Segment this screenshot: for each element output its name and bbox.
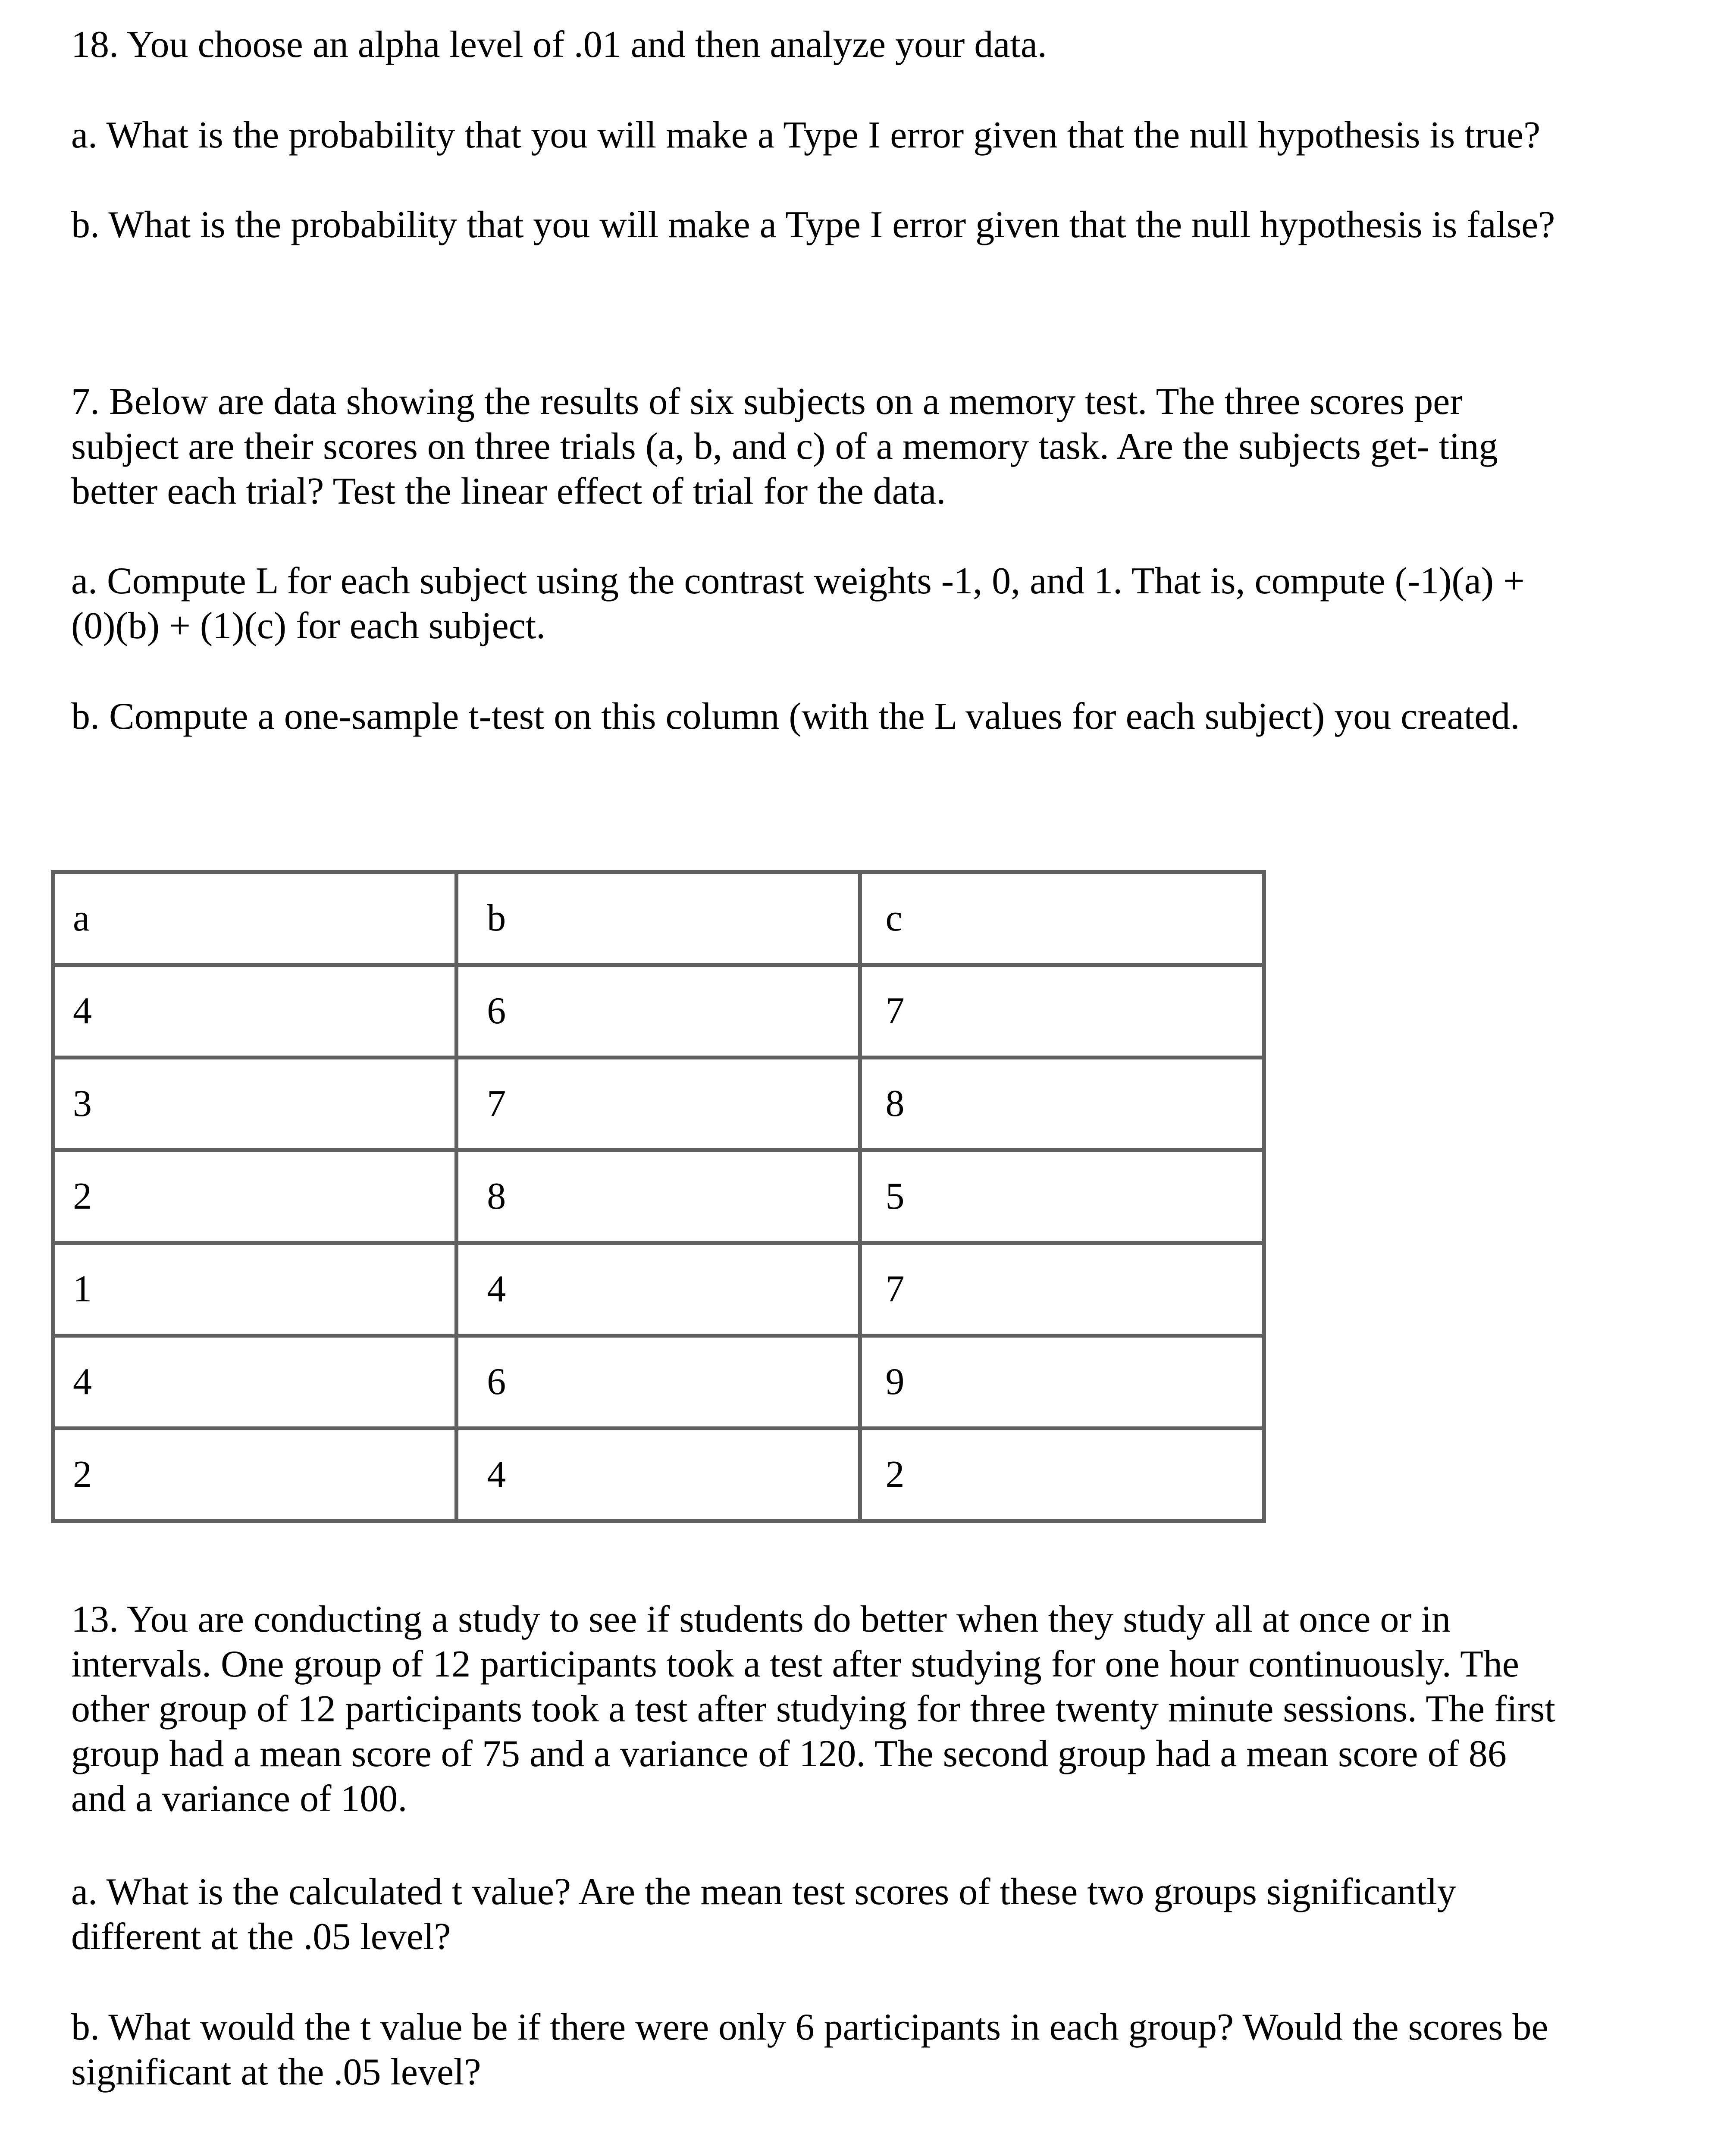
table-cell: 1 [53,1243,457,1336]
q7-stem-line: better each trial? Test the linear effect of trial for the data. [71,470,946,512]
q13-stem-line: and a variance of 100. [71,1778,407,1820]
q18-stem: 18. You choose an alpha level of .01 and then analyze your data. [71,24,1047,66]
q13-part-a [71,1870,1456,1959]
table-row [53,1058,1264,1150]
q7-part-a-line: a. Compute L for each subject using the contrast weights -1, 0, and 1. That is, compute (-1)(a) + [71,560,1525,602]
q13-part-a-line: different at the .05 level? [71,1916,451,1958]
table-cell: 8 [860,1058,1264,1150]
q7-stem-line: subject are their scores on three trials (a, b, and c) of a memory task. Are the subjects get- ting [71,426,1498,467]
table-header-row [53,872,1264,965]
table-cell: 3 [53,1058,457,1150]
table-header-cell: a [53,872,457,965]
table-cell: 5 [860,1150,1264,1243]
q7-stem-line: 7. Below are data showing the results of six subjects on a memory test. The three scores per [71,381,1463,423]
table-header-cell: c [860,872,1264,965]
q13-stem-line: intervals. One group of 12 participants took a test after studying for one hour continuously. The [71,1643,1519,1685]
table-cell: 4 [457,1243,860,1336]
table-cell: 2 [53,1150,457,1243]
q13-stem [71,1597,1555,1821]
table-cell: 7 [860,1243,1264,1336]
q18-part-b: b. What is the probability that you will make a Type I error given that the null hypothesis is false? [71,204,1555,246]
table-cell: 9 [860,1336,1264,1429]
table-cell: 6 [457,965,860,1058]
q13-part-b-line: b. What would the t value be if there were only 6 participants in each group? Would the scores be [71,2006,1548,2048]
q7-part-b: b. Compute a one-sample t-test on this column (with the L values for each subject) you created. [71,696,1520,737]
q13-part-b [71,2005,1548,2095]
table-cell: 2 [860,1429,1264,1521]
q13-part-b-line: significant at the .05 level? [71,2051,481,2093]
q13-stem-line: 13. You are conducting a study to see if students do better when they study all at once or in [71,1598,1451,1640]
table-row [53,1243,1264,1336]
q7-part-a [71,559,1525,649]
q7-stem [71,379,1498,514]
table-row [53,1336,1264,1429]
table-row [53,1150,1264,1243]
q13-stem-line: group had a mean score of 75 and a variance of 120. The second group had a mean score of 86 [71,1733,1507,1775]
table-cell: 4 [457,1429,860,1521]
memory-scores-table [51,870,1266,1523]
table-header-cell: b [457,872,860,965]
table-row [53,1429,1264,1521]
table-cell: 7 [457,1058,860,1150]
table-cell: 4 [53,965,457,1058]
q18-part-a: a. What is the probability that you will make a Type I error given that the null hypothesis is true? [71,114,1541,156]
table-cell: 7 [860,965,1264,1058]
table-cell: 4 [53,1336,457,1429]
table-cell: 2 [53,1429,457,1521]
q7-part-a-line: (0)(b) + (1)(c) for each subject. [71,605,546,647]
table-cell: 8 [457,1150,860,1243]
q13-stem-line: other group of 12 participants took a test after studying for three twenty minute sessions. The first [71,1688,1555,1730]
q13-part-a-line: a. What is the calculated t value? Are the mean test scores of these two groups significantly [71,1871,1456,1913]
table-cell: 6 [457,1336,860,1429]
table-row [53,965,1264,1058]
